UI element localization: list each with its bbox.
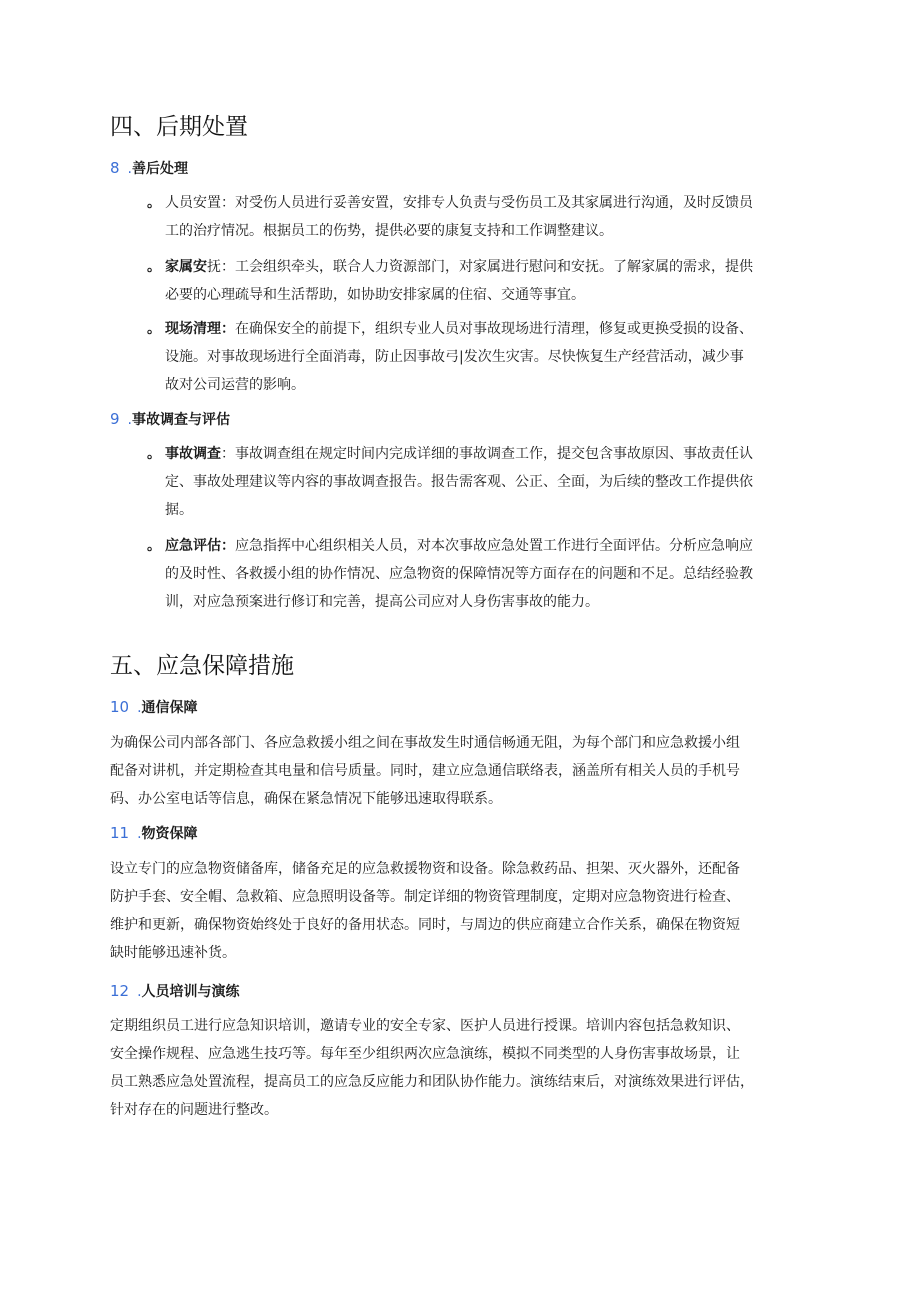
subsection-10-title: 通信保障 xyxy=(141,700,198,716)
list-item-site-cleanup: 。 现场清理：在确保安全的前提下，组织专业人员对事故现场进行清理，修复或更换受损的设备、 设施。对事故现场进行全面消毒，防止因事故弓|发次生灾害。尽快恢复生产经营活动，减少事 故对公司运营的影响。 xyxy=(143,315,815,399)
subsection-9-title: 事故调查与评估 xyxy=(132,412,230,428)
list-item-investigation: 。 事故调查：事故调查组在规定时间内完成详细的事故调查工作，提交包含事故原因、事故责任认 定、事故处理建议等内容的事故调查报告。报告需客观、公正、全面，为后续的整改工作提供依 据。 xyxy=(143,440,815,524)
section-4-title: 四、后期处置 xyxy=(110,114,248,140)
subsection-11-number: 11 xyxy=(110,824,130,842)
paragraph-line: 定期组织员工进行应急知识培训，邀请专业的安全专家、医护人员进行授课。培训内容包括急救知识、 xyxy=(110,1018,740,1034)
subsection-11-title: 物资保障 xyxy=(141,826,198,842)
subsection-10-number: 10 xyxy=(110,698,130,716)
paragraph-materials xyxy=(110,855,815,967)
item-text: 人员安置：对受伤人员进行妥善安置，安排专人负责与受伤员工及其家属进行沟通，及时反馈员 xyxy=(165,195,753,211)
subsection-9-number: 9 xyxy=(110,410,120,428)
paragraph-line: 安全操作规程、应急逃生技巧等。每年至少组织两次应急演练，模拟不同类型的人身伤害事故场景，让 xyxy=(110,1046,740,1062)
list-item-personnel: 。 人员安置：对受伤人员进行妥善安置，安排专人负责与受伤员工及其家属进行沟通，及时反馈员 工的治疗情况。根据员工的伤势，提供必要的康复支持和工作调整建议。 xyxy=(143,189,815,245)
item-text: 的及时性、各救援小组的协作情况、应急物资的保障情况等方面存在的问题和不足。总结经验教 xyxy=(165,566,753,582)
section-5-title: 五、应急保障措施 xyxy=(110,653,294,679)
item-text: ：事故调查组在规定时间内完成详细的事故调查工作，提交包含事故原因、事故责任认 xyxy=(221,446,753,462)
item-text: 必要的心理疏导和生活帮助，如协助安排家属的住宿、交通等事宜。 xyxy=(165,287,585,303)
subsection-10-heading: 10 .通信保障 xyxy=(110,698,198,716)
item-lead: 事故调查 xyxy=(165,446,221,462)
subsection-8-heading: 8 .善后处理 xyxy=(110,159,188,177)
item-text: 应急指挥中心组织相关人员，对本次事故应急处置工作进行全面评估。分析应急响应 xyxy=(235,538,753,554)
item-text: 工的治疗情况。根据员工的伤势，提供必要的康复支持和工作调整建议。 xyxy=(165,223,613,239)
item-text: 定、事故处理建议等内容的事故调查报告。报告需客观、公正、全面，为后续的整改工作提供依 xyxy=(165,474,753,490)
paragraph-communication xyxy=(110,729,815,813)
subsection-11-heading: 11 .物资保障 xyxy=(110,824,198,842)
item-lead: 家属安 xyxy=(165,259,207,275)
subsection-12-heading: 12 .人员培训与演练 xyxy=(110,982,240,1000)
paragraph-line: 针对存在的问题进行整改。 xyxy=(110,1102,278,1118)
paragraph-line: 设立专门的应急物资储备库，储备充足的应急救援物资和设备。除急救药品、担架、灭火器外，还配备 xyxy=(110,861,740,877)
item-text: 在确保安全的前提下，组织专业人员对事故现场进行清理，修复或更换受损的设备、 xyxy=(235,321,753,337)
item-lead: 现场清理： xyxy=(165,321,235,337)
item-text: 故对公司运营的影响。 xyxy=(165,377,305,393)
item-text: 训，对应急预案进行修订和完善，提高公司应对人身伤害事故的能力。 xyxy=(165,594,599,610)
item-text: 据。 xyxy=(165,502,193,518)
paragraph-line: 防护手套、安全帽、急救箱、应急照明设备等。制定详细的物资管理制度，定期对应急物资进行检查、 xyxy=(110,889,740,905)
item-text: 抚：工会组织牵头，联合人力资源部门，对家属进行慰问和安抚。了解家属的需求，提供 xyxy=(207,259,753,275)
list-item-evaluation: 。 应急评估：应急指挥中心组织相关人员，对本次事故应急处置工作进行全面评估。分析应急响应 的及时性、各救援小组的协作情况、应急物资的保障情况等方面存在的问题和不足。总结经验教 训，对应急预案进行修订和完善，提高公司应对人身伤害事故的能力。 xyxy=(143,532,815,616)
subsection-8-title: 善后处理 xyxy=(132,161,188,177)
paragraph-training xyxy=(110,1012,815,1124)
subsection-12-number: 12 xyxy=(110,982,130,1000)
paragraph-line: 员工熟悉应急处置流程，提高员工的应急反应能力和团队协作能力。演练结束后，对演练效果进行评估， xyxy=(110,1074,754,1090)
paragraph-line: 维护和更新，确保物资始终处于良好的备用状态。同时，与周边的供应商建立合作关系，确保在物资短 xyxy=(110,917,740,933)
subsection-9-heading: 9 .事故调查与评估 xyxy=(110,410,230,428)
paragraph-line: 为确保公司内部各部门、各应急救援小组之间在事故发生时通信畅通无阻，为每个部门和应急救援小组 xyxy=(110,735,740,751)
item-lead: 应急评估： xyxy=(165,538,235,554)
paragraph-line: 码、办公室电话等信息，确保在紧急情况下能够迅速取得联系。 xyxy=(110,791,502,807)
subsection-12-title: 人员培训与演练 xyxy=(141,984,240,1000)
list-item-family: 。 家属安抚：工会组织牵头，联合人力资源部门，对家属进行慰问和安抚。了解家属的需求，提供 必要的心理疏导和生活帮助，如协助安排家属的住宿、交通等事宜。 xyxy=(143,253,815,309)
item-text: 设施。对事故现场进行全面消毒，防止因事故弓|发次生灾害。尽快恢复生产经营活动，减少事 xyxy=(165,349,744,365)
paragraph-line: 缺时能够迅速补货。 xyxy=(110,945,236,961)
subsection-8-number: 8 xyxy=(110,159,120,177)
paragraph-line: 配备对讲机，并定期检查其电量和信号质量。同时，建立应急通信联络表，涵盖所有相关人员的手机号 xyxy=(110,763,740,779)
